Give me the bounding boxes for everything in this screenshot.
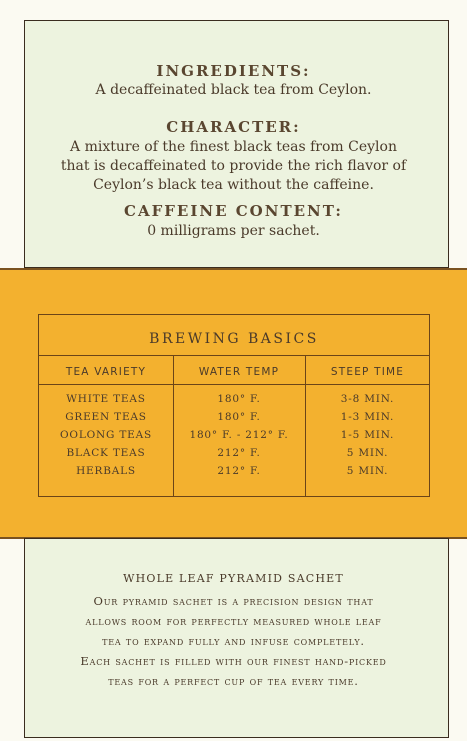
ingredients-text: A decaffeinated black tea from Ceylon.: [95, 82, 372, 98]
sachet-line-4: Each sachet is filled with our finest hand-picked: [80, 654, 387, 668]
sachet-line-1: Our pyramid sachet is a precision design that: [93, 594, 374, 608]
cell-time: 1-5 MIN.: [340, 429, 395, 441]
cell-variety: OOLONG TEAS: [60, 429, 152, 441]
ingredients-heading: INGREDIENTS:: [156, 62, 311, 80]
cell-time: 3-8 MIN.: [340, 393, 395, 405]
cell-temp: 212° F.: [217, 447, 261, 459]
character-line-3: Ceylon’s black tea without the caffeine.: [93, 177, 374, 193]
sachet-heading: WHOLE LEAF PYRAMID SACHET: [123, 572, 344, 585]
caffeine-heading: CAFFEINE CONTENT:: [124, 202, 343, 220]
cell-time: 5 MIN.: [346, 465, 389, 477]
cell-variety: GREEN TEAS: [65, 411, 147, 423]
col-head-temp: WATER TEMP: [198, 366, 280, 378]
cell-temp: 180° F. - 212° F.: [189, 429, 289, 441]
cell-time: 1-3 MIN.: [340, 411, 395, 423]
band-top-rule: [0, 268, 467, 270]
cell-variety: BLACK TEAS: [66, 447, 146, 459]
caffeine-text: 0 milligrams per sachet.: [147, 223, 320, 239]
cell-variety: HERBALS: [76, 465, 136, 477]
cell-time: 5 MIN.: [346, 447, 389, 459]
cell-temp: 180° F.: [217, 411, 261, 423]
brewing-table: [38, 314, 430, 497]
sachet-line-3: tea to expand fully and infuse completely.: [102, 634, 365, 648]
character-line-1: A mixture of the finest black teas from Ceylon: [70, 139, 397, 155]
cell-temp: 180° F.: [217, 393, 261, 405]
character-heading: CHARACTER:: [166, 118, 301, 136]
cell-temp: 212° F.: [217, 465, 261, 477]
character-line-2: that is decaffeinated to provide the rich flavor of: [60, 158, 407, 174]
table-title-rule: [39, 355, 429, 356]
brewing-title: BREWING BASICS: [149, 331, 319, 347]
sachet-line-2: allows room for perfectly measured whole leaf: [85, 614, 382, 628]
table-header-rule: [39, 384, 429, 385]
cell-variety: WHITE TEAS: [66, 393, 146, 405]
sachet-line-5: teas for a perfect cup of tea every time.: [108, 674, 359, 688]
col-head-variety: TEA VARIETY: [65, 366, 147, 378]
col-head-time: STEEP TIME: [330, 366, 405, 378]
